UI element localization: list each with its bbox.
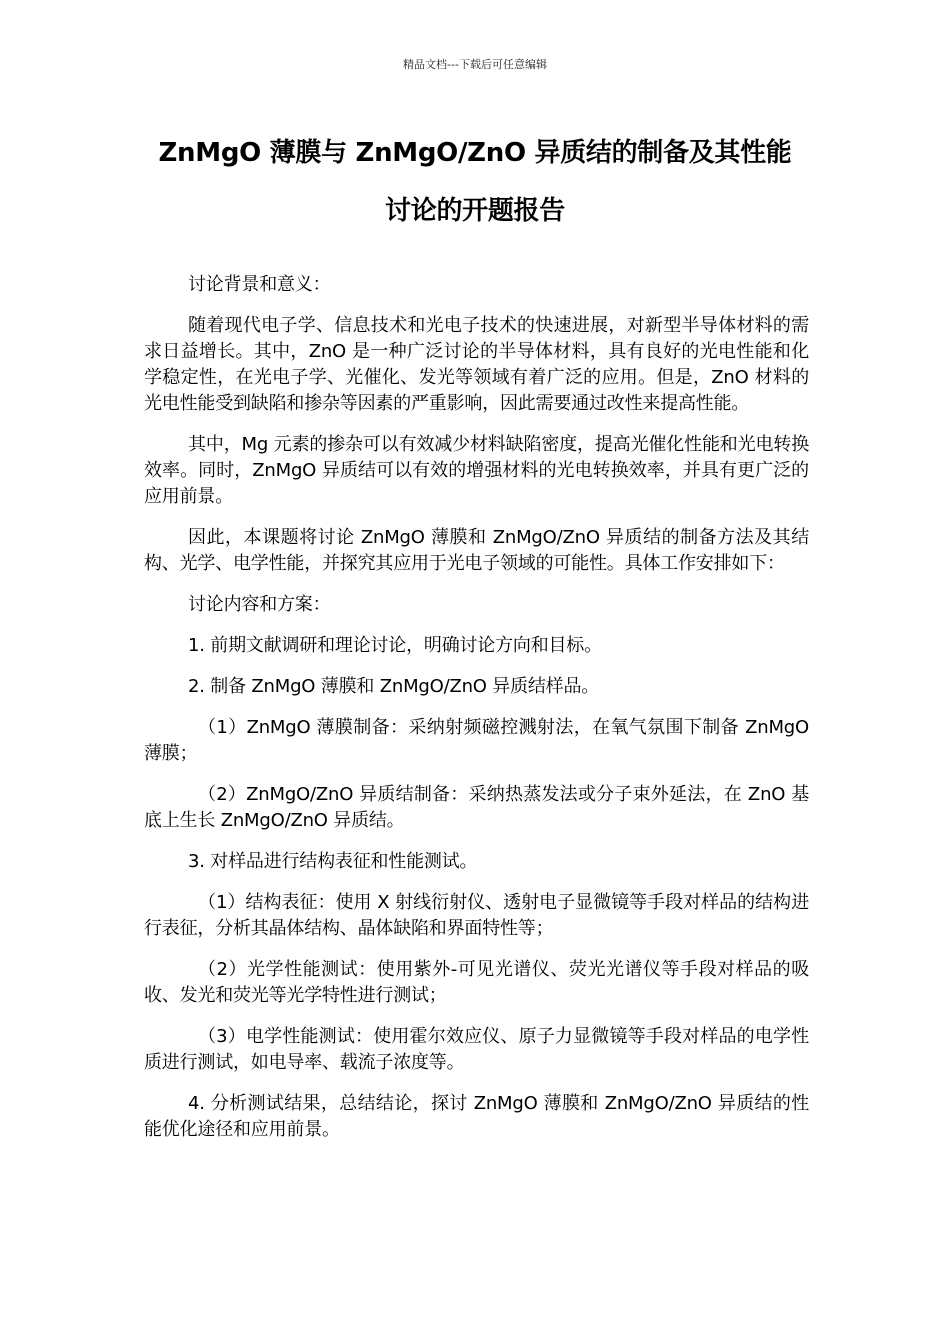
- plan-item-3: 3. 对样品进行结构表征和性能测试。: [188, 851, 478, 872]
- plan-item-3-2: （2）光学性能测试：使用紫外-可见光谱仪、荧光光谱仪等手段对样品的吸收、发光和荧光等光学特性进行测试；: [144, 959, 809, 1006]
- plan-item-4: 4. 分析测试结果，总结结论，探讨 ZnMgO 薄膜和 ZnMgO/ZnO 异质结的性能优化途径和应用前景。: [144, 1093, 809, 1140]
- plan-item-2-1: （1）ZnMgO 薄膜制备：采纳射频磁控溅射法，在氧气氛围下制备 ZnMgO 薄膜；: [144, 717, 809, 764]
- background-paragraph-3: 因此，本课题将讨论 ZnMgO 薄膜和 ZnMgO/ZnO 异质结的制备方法及其结构、光学、电学性能，并探究其应用于光电子领域的可能性。具体工作安排如下：: [144, 527, 809, 574]
- header-note: 精品文档---下载后可任意编辑: [403, 58, 547, 71]
- plan-heading: 讨论内容和方案：: [188, 594, 331, 615]
- title-line-1: ZnMgO 薄膜与 ZnMgO/ZnO 异质结的制备及其性能: [158, 138, 792, 168]
- plan-item-3-1: （1）结构表征：使用 X 射线衍射仪、透射电子显微镜等手段对样品的结构进行表征，分析其晶体结构、晶体缺陷和界面特性等；: [144, 892, 809, 939]
- background-paragraph-1: 随着现代电子学、信息技术和光电子技术的快速进展，对新型半导体材料的需求日益增长。其中，ZnO 是一种广泛讨论的半导体材料，具有良好的光电性能和化学稳定性，在光电子学、光催化、发光等领域有着广泛的应用。但是，ZnO 材料的光电性能受到缺陷和掺杂等因素的严重影响，因此需要通过改性来提高性能。: [144, 315, 809, 414]
- background-paragraph-2: 其中，Mg 元素的掺杂可以有效减少材料缺陷密度，提高光催化性能和光电转换效率。同时，ZnMgO 异质结可以有效的增强材料的光电转换效率，并具有更广泛的应用前景。: [144, 434, 809, 507]
- plan-item-2-2: （2）ZnMgO/ZnO 异质结制备：采纳热蒸发法或分子束外延法，在 ZnO 基底上生长 ZnMgO/ZnO 异质结。: [144, 784, 809, 831]
- title-line-2: 讨论的开题报告: [385, 196, 565, 226]
- background-heading: 讨论背景和意义：: [188, 274, 331, 295]
- plan-item-2: 2. 制备 ZnMgO 薄膜和 ZnMgO/ZnO 异质结样品。: [188, 676, 600, 697]
- document-title: [110, 136, 840, 228]
- plan-item-1: 1. 前期文献调研和理论讨论，明确讨论方向和目标。: [188, 635, 602, 656]
- document-body: [144, 272, 809, 1158]
- plan-item-3-3: （3）电学性能测试：使用霍尔效应仪、原子力显微镜等手段对样品的电学性质进行测试，如电导率、载流子浓度等。: [144, 1026, 809, 1073]
